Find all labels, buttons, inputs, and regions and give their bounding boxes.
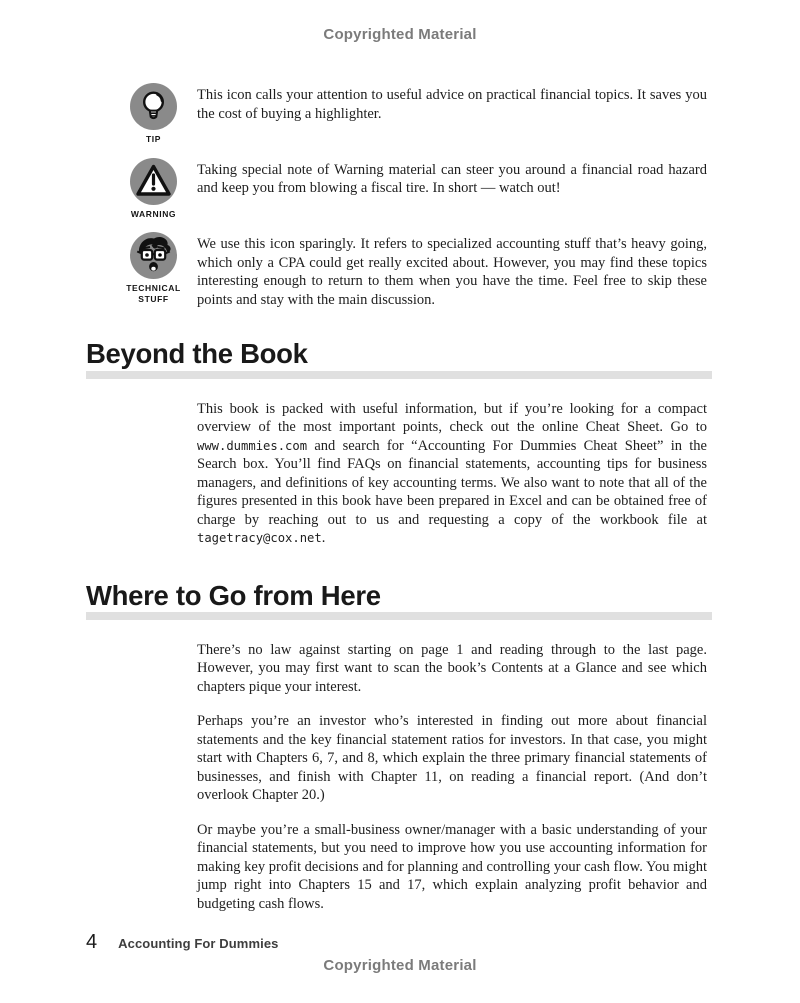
- warning-icon-column: [0, 158, 197, 220]
- paragraph-text: This book is packed with useful information, but if you’re looking for a compact overview of the most important points, check out the online Cheat Sheet. Go to: [197, 400, 707, 435]
- technical-stuff-note-text: We use this icon sparingly. It refers to specialized accounting stuff that’s heavy going, which only a CPA could get really excited about. However, you may find these topics interesting enough to return to them when you have the time. Feel free to skip these points and stay with the main discussion.: [197, 236, 707, 308]
- page-number: 4: [86, 931, 98, 953]
- tip-label: TIP: [145, 134, 162, 144]
- tip-icon-column: [0, 83, 197, 145]
- heading-underline-bar: [86, 612, 712, 620]
- warning-note: [0, 158, 800, 220]
- running-book-title: Accounting For Dummies: [118, 936, 279, 951]
- icon-notes-section: [0, 83, 800, 309]
- dummies-website-url: www.dummies.com: [197, 438, 308, 453]
- paragraph-text: .: [321, 530, 326, 546]
- beyond-the-book-paragraph: [197, 400, 707, 548]
- warning-label: WARNING: [130, 208, 177, 219]
- author-email-address: tagetracy@cox.net: [197, 531, 322, 545]
- section-heading-where-to-go: Where to Go from Here: [86, 579, 381, 611]
- technical-stuff-face-icon: [130, 232, 177, 279]
- technical-stuff-label: TECHNICAL STUFF: [126, 283, 181, 304]
- copyright-notice-bottom: Copyrighted Material: [323, 957, 477, 974]
- where-to-go-paragraph-1: There’s no law against starting on page 1 and reading through to the last page. However, you may first want to scan the book’s Contents at a Glance and see which chapters pique your interest.: [197, 641, 707, 695]
- page-footer: [86, 931, 279, 954]
- heading-underline-bar: [86, 371, 712, 379]
- copyright-notice-top: Copyrighted Material: [323, 26, 477, 43]
- where-to-go-paragraph-2: Perhaps you’re an investor who’s interested in finding out more about financial statements and the key financial statement ratios for investors. In that case, you might start with Chapters 6, 7, and 8, which explain the three primary financial statements of businesses, and finish with Chapter 11, on reading a financial report. (And don’t overlook Chapter 20.): [197, 713, 707, 804]
- warning-triangle-icon: [130, 158, 177, 205]
- section-heading-beyond-the-book: Beyond the Book: [86, 338, 308, 370]
- tip-note-text: This icon calls your attention to useful advice on practical financial topics. It saves you the cost of buying a highlighter.: [197, 87, 707, 122]
- paragraph-text: and search for “Accounting For Dummies Cheat Sheet” in the Search box. You’ll find FAQs on financial statements, accounting tips for business managers, and definitions of key accounting terms. We also want to note that all of the figures presented in this book have been prepared in Excel and can be obtained free of charge by reaching out to us and requesting a copy of the workbook file at: [197, 437, 707, 528]
- technical-stuff-icon-column: [0, 232, 197, 309]
- where-to-go-paragraph-3: Or maybe you’re a small-business owner/manager with a basic understanding of your financial statements, but you need to improve how you use accounting information for making key profit decisions and for planning and controlling your cash flow. You might jump right into Chapters 15 and 17, which explain analyzing profit behavior and budgeting cash flows.: [197, 821, 707, 912]
- technical-stuff-note: [0, 232, 800, 309]
- tip-note: [0, 83, 800, 145]
- warning-note-text: Taking special note of Warning material can steer you around a financial road hazard and keep you from blowing a fiscal tire. In short — watch out!: [197, 161, 707, 197]
- tip-lightbulb-icon: [130, 83, 177, 130]
